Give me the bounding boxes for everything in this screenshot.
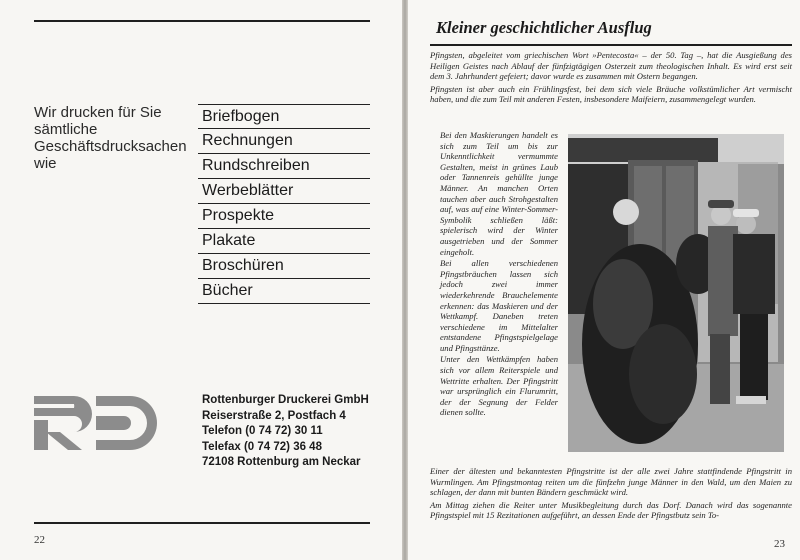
company-name: Rottenburger Druckerei GmbH [202, 394, 369, 406]
heading-rule [430, 44, 792, 46]
right-page [408, 0, 800, 560]
bottom-paragraphs [430, 466, 792, 521]
product-item: Rundschreiben [198, 154, 370, 179]
paragraph: Einer der ältesten und bekanntesten Pfingstritte ist der alle zwei Jahre stattfindende Pfingstritt in Wurmlingen. Am Pfingstmontag reiten um die fünfzehn junge Männer in den Wald, um den Maien zu schlagen, der dann mit bunten Bändern geschmückt wird. [430, 466, 792, 498]
product-item: Plakate [198, 229, 370, 254]
bottom-rule [34, 522, 370, 524]
product-item: Rechnungen [198, 129, 370, 154]
top-rule [34, 20, 370, 22]
intro-paragraphs [430, 50, 792, 105]
pfingsten-photo [568, 134, 784, 452]
paragraph: Bei den Maskierungen handelt es sich zum Teil um bis zur Unkenntlichkeit vermummte Gestalten, meist in grünes Laub oder Tannenreis gehüllte junge Männer. An manchen Orten tauchen aber auch Strohgestalten auf, was auf eine Winter-Sommer-Symbolik schließen läßt: spielerisch wird der Winter ausgetrieben und der Sommer eingeholt. [440, 130, 558, 257]
intro-line: wie [34, 155, 57, 172]
product-item: Broschüren [198, 254, 370, 279]
paragraph: Am Mittag ziehen die Reiter unter Musikbegleitung durch das Dorf. Danach wird das sogenannte Pfingstspiel mit 15 Rezitationen aufgeführt, an dessen Ende der Pfingstbutz sein To- [430, 499, 792, 521]
product-item: Prospekte [198, 204, 370, 229]
intro-text [34, 104, 199, 172]
paragraph: Bei allen verschiedenen Pfingstbräuchen lassen sich jedoch zwei immer wiederkehrende Brauchelemente erkennen: das Maskieren und der Wettkampf. Daneben treten verschiedene im Mittelalter entstandene Pfingstspielgelage und Pfingsttänze. [440, 258, 558, 353]
intro-line: Wir drucken für Sie [34, 104, 162, 121]
intro-line: sämtliche [34, 121, 98, 138]
address-block [202, 393, 392, 471]
city: 72108 Rottenburg am Neckar [202, 456, 361, 468]
narrow-column [440, 130, 558, 418]
page-number: 23 [774, 538, 785, 550]
product-item: Briefbogen [198, 104, 370, 129]
rd-logo [34, 392, 164, 450]
paragraph: Pfingsten ist aber auch ein Frühlingsfest, bei dem sich viele Bräuche volkstümlicher Art vermischt haben, und die zum Teil mit anderen Festen, insbesondere Maifeiern, zusammengelegt wurden. [430, 83, 792, 105]
product-list [198, 104, 370, 304]
product-item: Bücher [198, 279, 370, 304]
intro-line: Geschäftsdrucksachen [34, 138, 187, 155]
product-item: Werbeblätter [198, 179, 370, 204]
phone: Telefon (0 74 72) 30 11 [202, 425, 323, 437]
street: Reiserstraße 2, Postfach 4 [202, 409, 346, 422]
fax: Telefax (0 74 72) 36 48 [202, 440, 322, 453]
article-heading: Kleiner geschichtlicher Ausflug [436, 18, 652, 37]
paragraph: Unter den Wettkämpfen haben sich vor allem Reiterspiele und Wettritte erhalten. Der Pfingstritt war ursprünglich ein Flurumritt, der der Segnung der Felder dienen sollte. [440, 354, 558, 418]
page-number: 22 [34, 534, 45, 546]
paragraph: Pfingsten, abgeleitet vom griechischen Wort »Pentecosta« – der 50. Tag –, hat die Ausgießung des Heiligen Geistes nach Ablauf der fünfzigtägigen Osterzeit zum theologischen Inhalt. Es wird erst seit dem 3. Jahrhundert gefeiert; davor wurde es zusammen mit Ostern begangen. [430, 50, 792, 82]
